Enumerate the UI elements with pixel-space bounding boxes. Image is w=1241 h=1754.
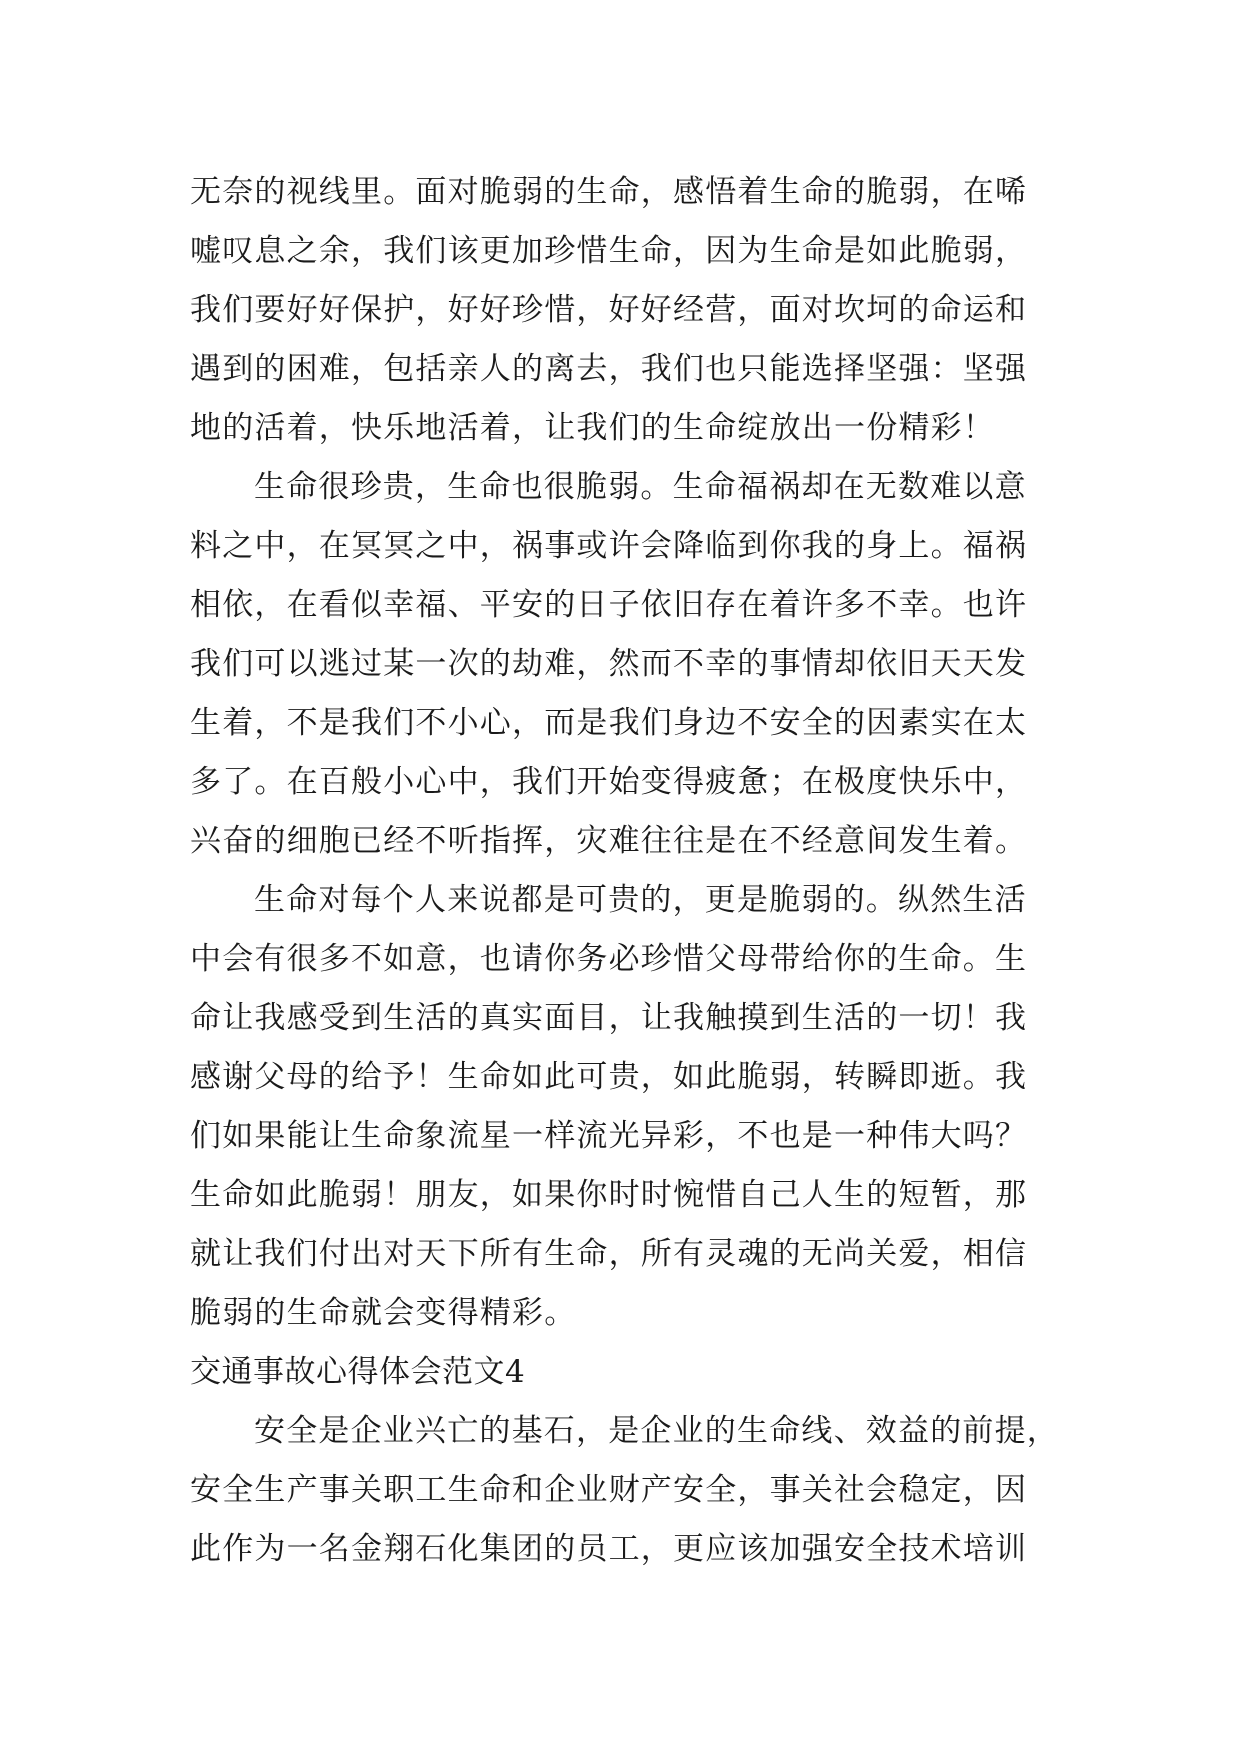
text-line: 此作为一名金翔石化集团的员工，更应该加强安全技术培训 [190,1531,1028,1567]
section-title [190,1343,1050,1402]
text-line: 遇到的困难，包括亲人的离去，我们也只能选择坚强：坚强 [190,351,1028,387]
paragraph-4 [190,1402,1059,1579]
text-line: 安全生产事关职工生命和企业财产安全，事关社会稳定，因 [190,1472,1028,1508]
document-body [190,163,1059,1579]
text-line: 我们要好好保护，好好珍惜，好好经营，面对坎坷的命运和 [190,292,1028,328]
paragraph-3 [190,871,1050,1343]
text-line: 料之中，在冥冥之中，祸事或许会降临到你我的身上。福祸 [190,528,1028,564]
text-line: 无奈的视线里。面对脆弱的生命，感悟着生命的脆弱，在唏 [190,174,1028,210]
paragraph-2 [190,458,1050,871]
text-line: 生着，不是我们不小心，而是我们身边不安全的因素实在太 [190,705,1028,741]
text-line: 我们可以逃过某一次的劫难，然而不幸的事情却依旧天天发 [190,646,1028,682]
paragraph-1 [190,163,1050,458]
text-line: 多了。在百般小心中，我们开始变得疲惫；在极度快乐中， [190,764,1028,800]
text-line: 地的活着，快乐地活着，让我们的生命绽放出一份精彩！ [190,410,995,446]
text-line: 生命如此脆弱！朋友，如果你时时惋惜自己人生的短暂，那 [190,1177,1028,1213]
text-line: 脆弱的生命就会变得精彩。 [190,1295,577,1331]
text-line: 嘘叹息之余，我们该更加珍惜生命，因为生命是如此脆弱， [190,233,1028,269]
text-line: 安全是企业兴亡的基石，是企业的生命线、效益的前提， [254,1413,1059,1449]
text-line: 生命很珍贵，生命也很脆弱。生命福祸却在无数难以意 [254,469,1027,505]
text-line: 兴奋的细胞已经不听指挥，灾难往往是在不经意间发生着。 [190,823,1028,859]
text-line: 们如果能让生命象流星一样流光异彩，不也是一种伟大吗？ [190,1118,1028,1154]
text-line: 就让我们付出对天下所有生命，所有灵魂的无尚关爱，相信 [190,1236,1028,1272]
text-line: 生命对每个人来说都是可贵的，更是脆弱的。纵然生活 [254,882,1027,918]
section-heading: 交通事故心得体会范文4 [190,1354,526,1390]
text-line: 命让我感受到生活的真实面目，让我触摸到生活的一切！我 [190,1000,1028,1036]
text-line: 中会有很多不如意，也请你务必珍惜父母带给你的生命。生 [190,941,1028,977]
text-line: 感谢父母的给予！生命如此可贵，如此脆弱，转瞬即逝。我 [190,1059,1028,1095]
text-line: 相依，在看似幸福、平安的日子依旧存在着许多不幸。也许 [190,587,1028,623]
